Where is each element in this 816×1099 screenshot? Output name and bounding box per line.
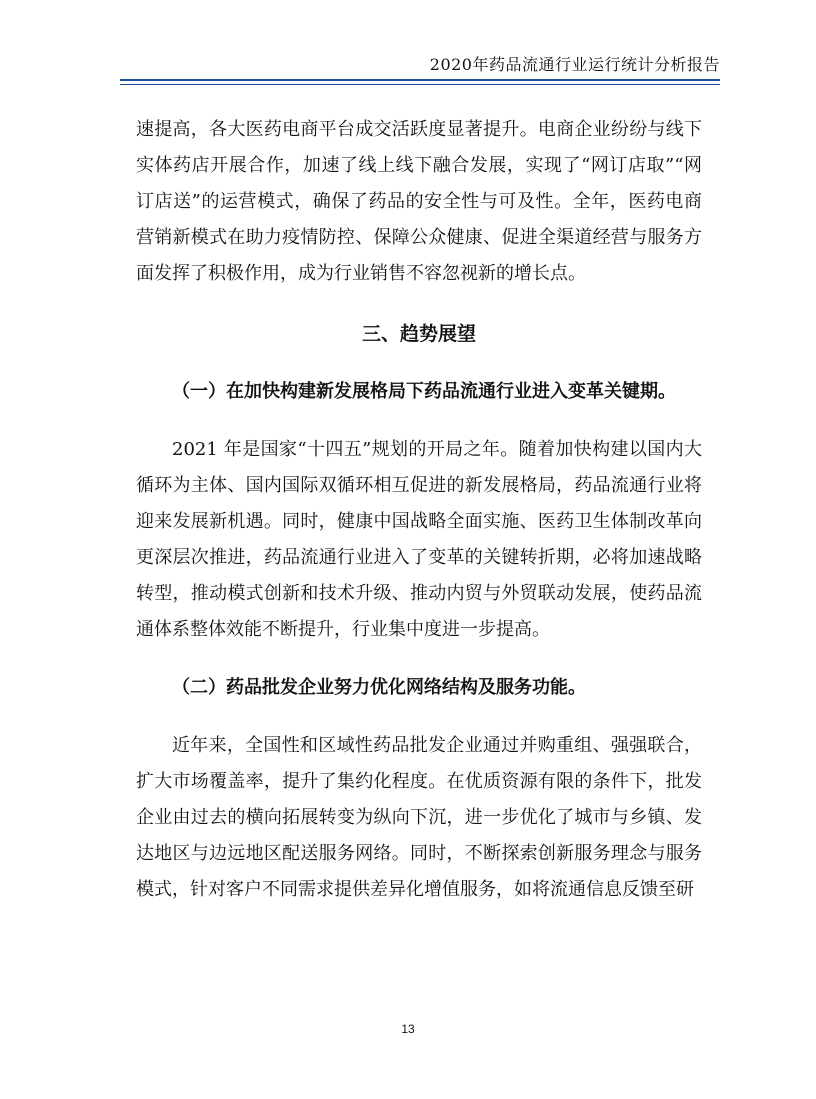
subsection-2-title: （二）药品批发企业努力优化网络结构及服务功能。 <box>172 677 586 698</box>
header-rule-thin <box>120 84 720 85</box>
section-title: 三、趋势展望 <box>361 323 476 345</box>
header-rule-thick <box>120 79 720 81</box>
subsection-2-paragraph: 近年来，全国性和区域性药品批发企业通过并购重组、强强联合，扩大市场覆盖率，提升了集约化程度。在优质资源有限的条件下，批发企业由过去的横向拓展转变为纵向下沉，进一步优化了城市与乡镇、发达地区与边远地区配送服务网络。同时，不断探索创新服务理念与服务模式，针对客户不同需求提供差异化增值服务，如将流通信息反馈至研 <box>136 735 702 900</box>
body-content <box>136 112 702 908</box>
paragraph-continuation: 速提高，各大医药电商平台成交活跃度显著提升。电商企业纷纷与线下实体药店开展合作，加速了线上线下融合发展，实现了“网订店取”“网订店送”的运营模式，确保了药品的安全性与可及性。全年，医药电商营销新模式在助力疫情防控、保障公众健康、促进全渠道经营与服务方面发挥了积极作用，成为行业销售不容忽视新的增长点。 <box>136 119 702 284</box>
running-header-title: 2020年药品流通行业运行统计分析报告 <box>429 55 720 74</box>
subsection-1-title: （一）在加快构建新发展格局下药品流通行业进入变革关键期。 <box>172 381 676 402</box>
spacer <box>136 648 702 670</box>
page-number: 13 <box>401 1022 415 1036</box>
subsection-1-paragraph: 2021 年是国家“十四五”规划的开局之年。随着加快构建以国内大循环为主体、国内国际双循环相互促进的新发展格局，药品流通行业将迎来发展新机遇。同时，健康中国战略全面实施、医药卫生体制改革向更深层次推进，药品流通行业进入了变革的关键转折期，必将加速战略转型，推动模式创新和技术升级、推动内贸与外贸联动发展，使药品流通体系整体效能不断提升，行业集中度进一步提高。 <box>136 439 702 640</box>
